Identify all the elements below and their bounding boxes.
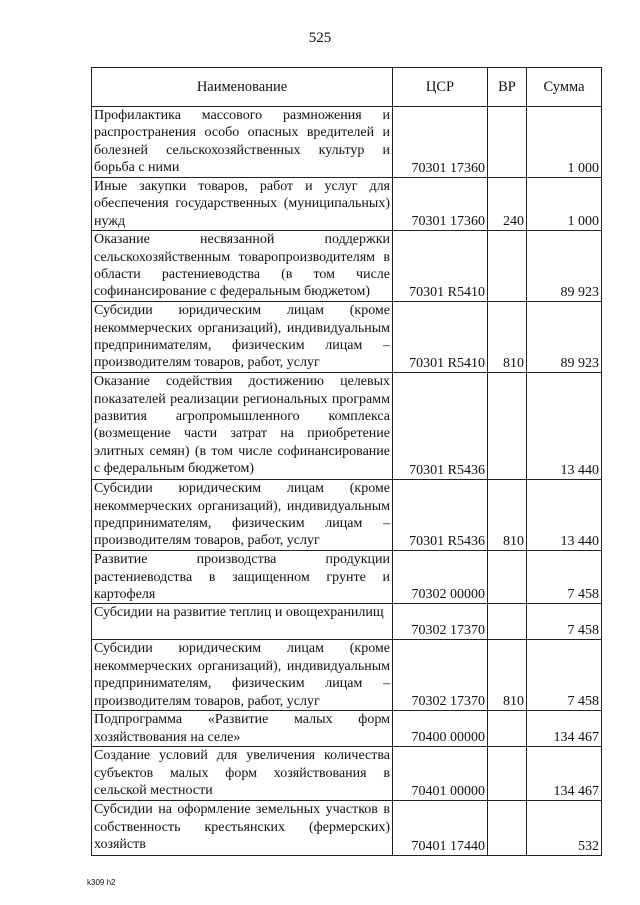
row-sum: 89 923	[527, 231, 602, 302]
row-vr	[488, 107, 527, 178]
row-sum: 134 467	[527, 747, 602, 801]
row-sum: 13 440	[527, 480, 602, 551]
table-row	[92, 480, 602, 551]
row-csr: 70301 17360	[393, 178, 488, 231]
table-row	[92, 107, 602, 178]
row-sum: 7 458	[527, 604, 602, 640]
budget-table	[91, 67, 602, 856]
row-name: Создание условий для увеличения количества субъектов малых форм хозяйствования в сельской местности	[92, 747, 393, 801]
row-name: Субсидии юридическим лицам (кроме некоммерческих организаций), индивидуальным предпринимателям, физическим лицам – производителям товаров, работ, услуг	[92, 640, 393, 711]
row-sum: 1 000	[527, 107, 602, 178]
row-sum: 1 000	[527, 178, 602, 231]
table-row	[92, 640, 602, 711]
table-row	[92, 801, 602, 856]
row-name: Профилактика массового размножения и распространения особо опасных вредителей и болезней сельскохозяйственных культур и борьба с ними	[92, 107, 393, 178]
row-name: Субсидии юридическим лицам (кроме некоммерческих организаций), индивидуальным предпринимателям, физическим лицам – производителям товаров, работ, услуг	[92, 480, 393, 551]
row-name: Субсидии юридическим лицам (кроме некоммерческих организаций), индивидуальным предпринимателям, физическим лицам – производителям товаров, работ, услуг	[92, 302, 393, 373]
page-number: 525	[308, 30, 332, 46]
row-sum: 13 440	[527, 373, 602, 480]
table-row	[92, 711, 602, 747]
table-header-row	[92, 68, 602, 107]
row-vr	[488, 801, 527, 856]
row-vr: 240	[488, 178, 527, 231]
row-csr: 70301 R5436	[393, 480, 488, 551]
row-csr: 70401 17440	[393, 801, 488, 856]
header-sum: Сумма	[527, 68, 602, 107]
row-name: Развитие производства продукции растениеводства в защищенном грунте и картофеля	[92, 551, 393, 604]
row-csr: 70301 R5436	[393, 373, 488, 480]
row-vr	[488, 373, 527, 480]
table-row	[92, 604, 602, 640]
row-vr	[488, 747, 527, 801]
table-row	[92, 747, 602, 801]
row-name: Субсидии на оформление земельных участков в собственность крестьянских (фермерских) хозяйств	[92, 801, 393, 856]
row-name: Субсидии на развитие теплиц и овощехранилищ	[92, 604, 393, 640]
table-row	[92, 551, 602, 604]
row-csr: 70401 00000	[393, 747, 488, 801]
row-vr	[488, 551, 527, 604]
table-row	[92, 302, 602, 373]
row-vr	[488, 231, 527, 302]
row-vr	[488, 711, 527, 747]
row-csr: 70400 00000	[393, 711, 488, 747]
header-vr: ВР	[488, 68, 527, 107]
table-row	[92, 231, 602, 302]
row-csr: 70302 17370	[393, 604, 488, 640]
row-csr: 70301 R5410	[393, 302, 488, 373]
row-name: Оказание несвязанной поддержки сельскохозяйственным товаропроизводителям в области растениеводства (в том числе софинансирование с федеральным бюджетом)	[92, 231, 393, 302]
row-sum: 7 458	[527, 640, 602, 711]
row-name: Иные закупки товаров, работ и услуг для обеспечения государственных (муниципальных) нужд	[92, 178, 393, 231]
row-vr: 810	[488, 480, 527, 551]
row-csr: 70302 00000	[393, 551, 488, 604]
row-csr: 70301 R5410	[393, 231, 488, 302]
table-row	[92, 178, 602, 231]
row-sum: 89 923	[527, 302, 602, 373]
row-csr: 70301 17360	[393, 107, 488, 178]
header-csr: ЦСР	[393, 68, 488, 107]
footer-code: k309 h2	[87, 878, 116, 887]
header-name: Наименование	[92, 68, 393, 107]
row-vr: 810	[488, 640, 527, 711]
row-vr	[488, 604, 527, 640]
row-csr: 70302 17370	[393, 640, 488, 711]
table-row	[92, 373, 602, 480]
row-name: Подпрограмма «Развитие малых форм хозяйствования на селе»	[92, 711, 393, 747]
row-sum: 532	[527, 801, 602, 856]
row-sum: 7 458	[527, 551, 602, 604]
row-name: Оказание содействия достижению целевых показателей реализации региональных программ развития агропромышленного комплекса (возмещение части затрат на приобретение элитных семян) (в том числе софинансирование с федеральным бюджетом)	[92, 373, 393, 480]
row-vr: 810	[488, 302, 527, 373]
row-sum: 134 467	[527, 711, 602, 747]
